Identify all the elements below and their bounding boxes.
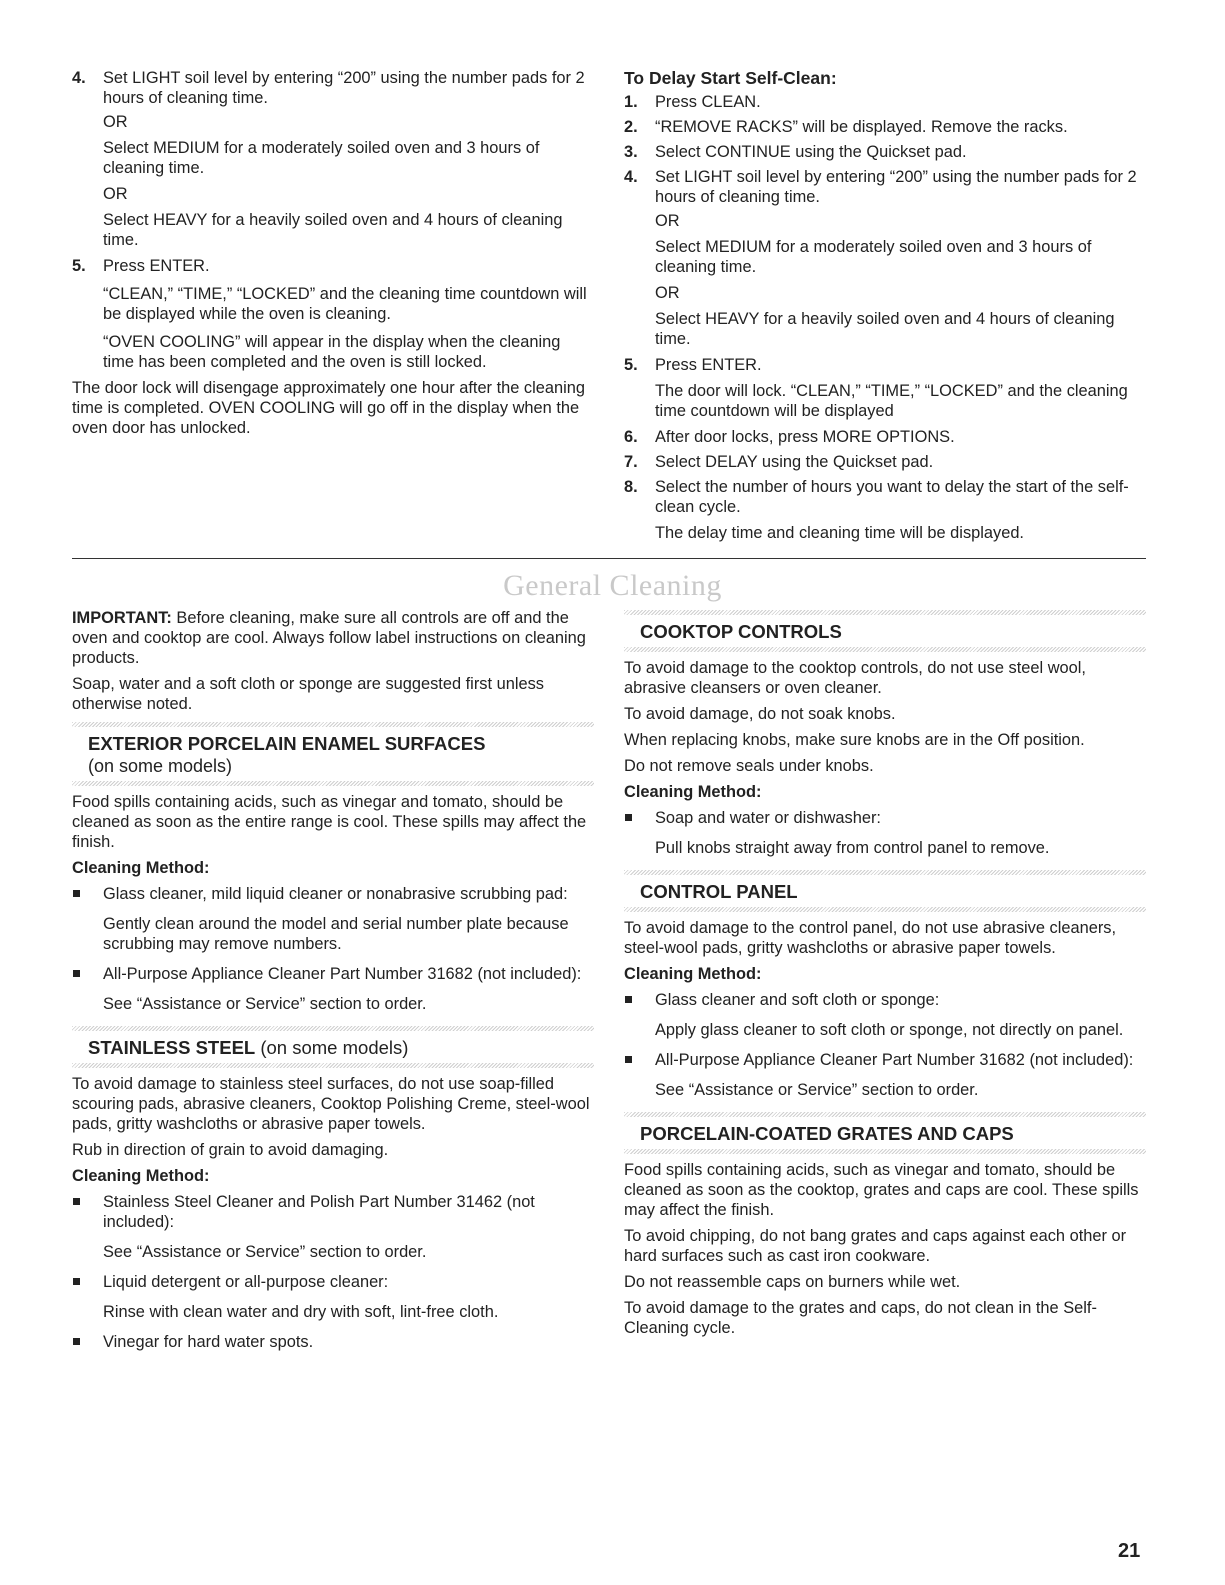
- bullet-icon: [625, 1056, 632, 1063]
- important-note: [72, 608, 594, 668]
- list-item: [624, 142, 1146, 162]
- list-item: [624, 1050, 1146, 1070]
- list-item: [72, 1332, 594, 1352]
- important-text: Before cleaning, make sure all controls are off and the oven and cooktop are cool. Always follow label instructions on cleaning products.: [72, 609, 586, 667]
- hatch-divider: [624, 1112, 1146, 1117]
- hatch-divider: [624, 610, 1146, 615]
- step-text: Press ENTER.: [103, 257, 210, 275]
- bullet-text: Soap and water or dishwasher:: [655, 809, 881, 827]
- paragraph: To avoid damage, do not soak knobs.: [624, 705, 896, 723]
- page-number: 21: [1118, 1540, 1141, 1562]
- step-number: 7.: [624, 453, 638, 471]
- paragraph: Soap, water and a soft cloth or sponge are suggested first unless otherwise noted.: [72, 675, 544, 713]
- step-text: Press CLEAN.: [655, 93, 761, 111]
- list-item: [624, 477, 1146, 543]
- bullet-text: Glass cleaner, mild liquid cleaner or nonabrasive scrubbing pad:: [103, 885, 568, 903]
- section-heading: PORCELAIN-COATED GRATES AND CAPS: [640, 1123, 1014, 1144]
- hatch-divider: [624, 907, 1146, 912]
- section-heading: CONTROL PANEL: [640, 881, 798, 902]
- cleaning-method-label: Cleaning Method:: [624, 783, 762, 801]
- bullet-icon: [73, 890, 80, 897]
- list-item: [72, 964, 594, 984]
- step-note: The delay time and cleaning time will be displayed.: [655, 524, 1024, 542]
- step-number: 5.: [624, 356, 638, 374]
- hatch-divider: [72, 1063, 594, 1068]
- step-number: 2.: [624, 118, 638, 136]
- important-label: IMPORTANT:: [72, 609, 172, 627]
- bullet-note: See “Assistance or Service” section to order.: [103, 1243, 427, 1261]
- step-text: Set LIGHT soil level by entering “200” using the number pads for 2 hours of cleaning time.: [103, 69, 585, 107]
- list-item: [72, 68, 594, 250]
- step-option: Select HEAVY for a heavily soiled oven and 4 hours of cleaning time.: [655, 310, 1115, 348]
- bullet-icon: [625, 814, 632, 821]
- section-heading: [72, 1037, 594, 1059]
- hatch-divider: [624, 647, 1146, 652]
- bullet-note: Apply glass cleaner to soft cloth or sponge, not directly on panel.: [655, 1021, 1124, 1039]
- section-heading: To Delay Start Self-Clean:: [624, 68, 837, 88]
- list-item: [624, 117, 1146, 137]
- bullet-text: Stainless Steel Cleaner and Polish Part Number 31462 (not included):: [103, 1193, 535, 1231]
- paragraph: To avoid damage to the control panel, do not use abrasive cleaners, steel-wool pads, gritty washcloths or abrasive paper towels.: [624, 919, 1117, 957]
- list-item: [72, 884, 594, 904]
- section-subheading: (on some models): [88, 756, 233, 776]
- step-text: Select DELAY using the Quickset pad.: [655, 453, 934, 471]
- hatch-divider: [72, 1026, 594, 1031]
- step-text: “REMOVE RACKS” will be displayed. Remove the racks.: [655, 118, 1068, 136]
- list-item: [72, 256, 594, 372]
- or-text: OR: [103, 185, 128, 203]
- section-heading: EXTERIOR PORCELAIN ENAMEL SURFACES: [88, 733, 486, 754]
- step-text: After door locks, press MORE OPTIONS.: [655, 428, 955, 446]
- step-number: 4.: [72, 69, 86, 87]
- step-option: Select MEDIUM for a moderately soiled oven and 3 hours of cleaning time.: [103, 139, 540, 177]
- bullet-note: Gently clean around the model and serial number plate because scrubbing may remove numbers.: [103, 915, 569, 953]
- hatch-divider: [72, 781, 594, 786]
- step-option: Select HEAVY for a heavily soiled oven and 4 hours of cleaning time.: [103, 211, 563, 249]
- step-number: 6.: [624, 428, 638, 446]
- bullet-icon: [73, 970, 80, 977]
- list-item: [72, 1272, 594, 1292]
- list-item: [624, 427, 1146, 447]
- list-item: [624, 452, 1146, 472]
- paragraph: Do not remove seals under knobs.: [624, 757, 874, 775]
- step-text: Set LIGHT soil level by entering “200” using the number pads for 2 hours of cleaning time.: [655, 168, 1137, 206]
- step-option: Select MEDIUM for a moderately soiled oven and 3 hours of cleaning time.: [655, 238, 1092, 276]
- step-note: “CLEAN,” “TIME,” “LOCKED” and the cleaning time countdown will be displayed while the oven is cleaning.: [103, 285, 587, 323]
- cleaning-method-label: Cleaning Method:: [624, 965, 762, 983]
- section-heading-bold: STAINLESS STEEL: [88, 1037, 256, 1058]
- paragraph: To avoid damage to stainless steel surfaces, do not use soap-filled scouring pads, abrasive cleaners, Cooktop Polishing Creme, steel-wool pads, gritty washcloths or abrasive paper towels.: [72, 1075, 590, 1133]
- bullet-icon: [73, 1278, 80, 1285]
- paragraph: To avoid chipping, do not bang grates and caps against each other or hard surfaces such as cast iron cookware.: [624, 1227, 1127, 1265]
- section-heading-light: (on some models): [255, 1037, 409, 1058]
- step-text: Press ENTER.: [655, 356, 762, 374]
- step-text: Select the number of hours you want to delay the start of the self-clean cycle.: [655, 478, 1129, 516]
- paragraph: To avoid damage to the grates and caps, do not clean in the Self-Cleaning cycle.: [624, 1299, 1097, 1337]
- paragraph: Food spills containing acids, such as vinegar and tomato, should be cleaned as soon as the entire range is cool. These spills may affect the finish.: [72, 793, 587, 851]
- or-text: OR: [655, 284, 680, 302]
- step-number: 4.: [624, 168, 638, 186]
- cleaning-method-label: Cleaning Method:: [72, 859, 210, 877]
- step-note: “OVEN COOLING” will appear in the display when the cleaning time has been completed and the oven is still locked.: [103, 333, 561, 371]
- step-number: 1.: [624, 93, 638, 111]
- list-item: [624, 167, 1146, 349]
- cleaning-method-label: Cleaning Method:: [72, 1167, 210, 1185]
- paragraph: Rub in direction of grain to avoid damaging.: [72, 1141, 389, 1159]
- paragraph: To avoid damage to the cooktop controls, do not use steel wool, abrasive cleansers or oven cleaner.: [624, 659, 1086, 697]
- general-cleaning-left: [72, 608, 594, 1358]
- bullet-text: Liquid detergent or all-purpose cleaner:: [103, 1273, 389, 1291]
- bullet-note: See “Assistance or Service” section to order.: [655, 1081, 979, 1099]
- bullet-icon: [73, 1198, 80, 1205]
- delay-start-section: [624, 68, 1146, 549]
- list-item: [624, 92, 1146, 112]
- bullet-icon: [73, 1338, 80, 1345]
- bullet-text: Vinegar for hard water spots.: [103, 1333, 314, 1351]
- step-number: 8.: [624, 478, 638, 496]
- general-cleaning-right: [624, 604, 1146, 1344]
- bullet-text: All-Purpose Appliance Cleaner Part Number 31682 (not included):: [655, 1051, 1134, 1069]
- list-item: [624, 808, 1146, 828]
- list-item: [624, 355, 1146, 421]
- or-text: OR: [103, 113, 128, 131]
- paragraph: Food spills containing acids, such as vinegar and tomato, should be cleaned as soon as the cooktop, grates and caps are cool. These spills may affect the finish.: [624, 1161, 1139, 1219]
- list-item: [624, 990, 1146, 1010]
- self-clean-steps-continued: [72, 68, 594, 444]
- step-number: 3.: [624, 143, 638, 161]
- or-text: OR: [655, 212, 680, 230]
- bullet-icon: [625, 996, 632, 1003]
- paragraph: When replacing knobs, make sure knobs are in the Off position.: [624, 731, 1085, 749]
- step-number: 5.: [72, 257, 86, 275]
- bullet-text: All-Purpose Appliance Cleaner Part Number 31682 (not included):: [103, 965, 582, 983]
- bullet-note: Pull knobs straight away from control panel to remove.: [655, 839, 1050, 857]
- section-heading: COOKTOP CONTROLS: [640, 621, 842, 642]
- paragraph: The door lock will disengage approximately one hour after the cleaning time is completed. OVEN COOLING will go off in the display when the oven door has unlocked.: [72, 379, 585, 437]
- list-item: [72, 1192, 594, 1232]
- hatch-divider: [624, 1149, 1146, 1154]
- paragraph: Do not reassemble caps on burners while wet.: [624, 1273, 961, 1291]
- section-divider: [72, 558, 1146, 559]
- step-text: Select CONTINUE using the Quickset pad.: [655, 143, 967, 161]
- step-note: The door will lock. “CLEAN,” “TIME,” “LOCKED” and the cleaning time countdown will be displayed: [655, 382, 1128, 420]
- bullet-note: Rinse with clean water and dry with soft, lint-free cloth.: [103, 1303, 499, 1321]
- bullet-text: Glass cleaner and soft cloth or sponge:: [655, 991, 940, 1009]
- hatch-divider: [72, 722, 594, 727]
- page-title: General Cleaning: [503, 569, 722, 602]
- bullet-note: See “Assistance or Service” section to order.: [103, 995, 427, 1013]
- hatch-divider: [624, 870, 1146, 875]
